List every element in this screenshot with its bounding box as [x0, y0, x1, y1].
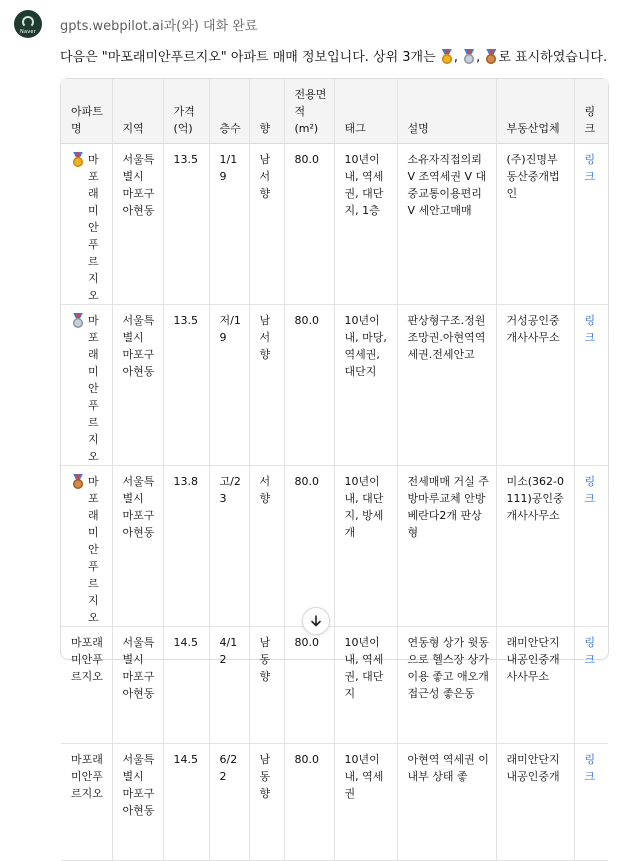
cell-tags: 10년이내, 대단지, 방세개: [334, 465, 397, 626]
cell-description: 소유자직접의뢰 V 조역세권 V 대중교통이용편리 V 세안고매매: [397, 143, 496, 304]
cell-apartment: [61, 304, 112, 465]
cell-agency: 래미안단지내공인중개: [496, 743, 574, 860]
cell-link: [574, 143, 608, 304]
cell-price: 13.5: [163, 143, 209, 304]
apartment-name: 마포래미안푸르지오: [71, 635, 103, 683]
cell-description: 전세매매 거실 주방마루교체 안방베란다2개 판상형: [397, 465, 496, 626]
cell-link: [574, 304, 608, 465]
cell-description: 아현역 역세권 이내부 상태 좋: [397, 743, 496, 860]
header-description: 설명: [397, 79, 496, 143]
bronze-medal-icon: [485, 49, 497, 64]
apartment-name: 마포래미안푸르지오: [71, 752, 103, 800]
bronze-medal-icon: [72, 474, 84, 489]
cell-agency: 래미안단지내공인중개사사무소: [496, 626, 574, 743]
table-row: [61, 626, 608, 743]
header-price: 가격(억): [163, 79, 209, 143]
header-area: 전용면적(m²): [284, 79, 334, 143]
cell-price: 13.8: [163, 465, 209, 626]
listing-link[interactable]: 링크: [584, 474, 596, 505]
cell-apartment: [61, 143, 112, 304]
cell-description: 연동형 상가 윗동으로 헬스장 상가 이용 좋고 애오개 접근성 좋은동: [397, 626, 496, 743]
header-agency: 부동산업체: [496, 79, 574, 143]
cell-region: 서울특별시 마포구 아현동: [112, 304, 163, 465]
avatar-logo-icon: [22, 16, 34, 28]
cell-floor: 4/12: [209, 626, 249, 743]
listing-link[interactable]: 링크: [584, 152, 596, 183]
avatar-label: Naver: [20, 28, 36, 35]
listing-table: [61, 79, 608, 861]
cell-direction: 남서향: [249, 143, 284, 304]
cell-apartment: [61, 626, 112, 743]
listing-link[interactable]: 링크: [584, 635, 596, 666]
cell-link: [574, 743, 608, 860]
listing-link[interactable]: 링크: [584, 313, 596, 344]
assistant-avatar: [14, 10, 42, 38]
listing-table-container[interactable]: [60, 78, 609, 817]
cell-direction: 남동향: [249, 743, 284, 860]
intro-before: 다음은 "마포래미안푸르지오" 아파트 매매 정보입니다. 상위 3개는: [60, 50, 440, 65]
cell-region: 서울특별시 마포구 아현동: [112, 743, 163, 860]
cell-direction: 남서향: [249, 304, 284, 465]
cell-floor: 고/23: [209, 465, 249, 626]
apartment-name: 마포래미안푸르지오: [88, 313, 99, 463]
cell-agency: 미소(362-0111)공인중개사사무소: [496, 465, 574, 626]
cell-price: 14.5: [163, 743, 209, 860]
cell-tags: 10년이내, 역세권: [334, 743, 397, 860]
intro-after: 로 표시하였습니다.: [498, 50, 608, 65]
cell-region: 서울특별시 마포구 아현동: [112, 465, 163, 626]
gold-medal-icon: [441, 49, 453, 64]
scroll-to-bottom-button[interactable]: [302, 607, 330, 635]
cell-area: 80.0: [284, 743, 334, 860]
tool-status-line[interactable]: gpts.webpilot.ai과(와) 대화 완료: [60, 19, 258, 34]
cell-direction: 남동향: [249, 626, 284, 743]
header-floor: 층수: [209, 79, 249, 143]
cell-tags: 10년이내, 역세권, 대단지: [334, 626, 397, 743]
cell-region: 서울특별시 마포구 아현동: [112, 626, 163, 743]
cell-apartment: [61, 465, 112, 626]
table-row: [61, 465, 608, 626]
cell-description: 판상형구조.정원조망권.아현역역세권.전세안고: [397, 304, 496, 465]
header-tags: 태그: [334, 79, 397, 143]
header-link: 링크: [574, 79, 608, 143]
cell-price: 13.5: [163, 304, 209, 465]
apartment-name: 마포래미안푸르지오: [88, 152, 99, 302]
cell-area: 80.0: [284, 304, 334, 465]
cell-direction: 서향: [249, 465, 284, 626]
intro-text: [60, 46, 607, 65]
silver-medal-icon: [72, 313, 84, 328]
intro-sep2: ,: [476, 50, 485, 65]
header-direction: 향: [249, 79, 284, 143]
cell-area: 80.0: [284, 626, 334, 743]
silver-medal-icon: [463, 49, 475, 64]
cell-link: [574, 465, 608, 626]
header-region: 지역: [112, 79, 163, 143]
table-row: [61, 304, 608, 465]
intro-sep1: ,: [453, 50, 463, 65]
table-row: [61, 743, 608, 860]
cell-floor: 6/22: [209, 743, 249, 860]
cell-tags: 10년이내, 역세권, 대단지, 1층: [334, 143, 397, 304]
apartment-name: 마포래미안푸르지오: [88, 474, 99, 624]
table-header-row: [61, 79, 608, 143]
gold-medal-icon: [72, 152, 84, 167]
cell-tags: 10년이내, 마당, 역세권, 대단지: [334, 304, 397, 465]
listing-link[interactable]: 링크: [584, 752, 596, 783]
cell-floor: 1/19: [209, 143, 249, 304]
cell-agency: 거성공인중개사사무소: [496, 304, 574, 465]
cell-area: 80.0: [284, 465, 334, 626]
cell-agency: (주)진명부동산중개법인: [496, 143, 574, 304]
table-row: [61, 143, 608, 304]
cell-area: 80.0: [284, 143, 334, 304]
header-apartment: 아파트명: [61, 79, 112, 143]
cell-link: [574, 626, 608, 743]
cell-apartment: [61, 743, 112, 860]
cell-price: 14.5: [163, 626, 209, 743]
cell-floor: 저/19: [209, 304, 249, 465]
arrow-down-icon: [309, 614, 323, 628]
cell-region: 서울특별시 마포구 아현동: [112, 143, 163, 304]
